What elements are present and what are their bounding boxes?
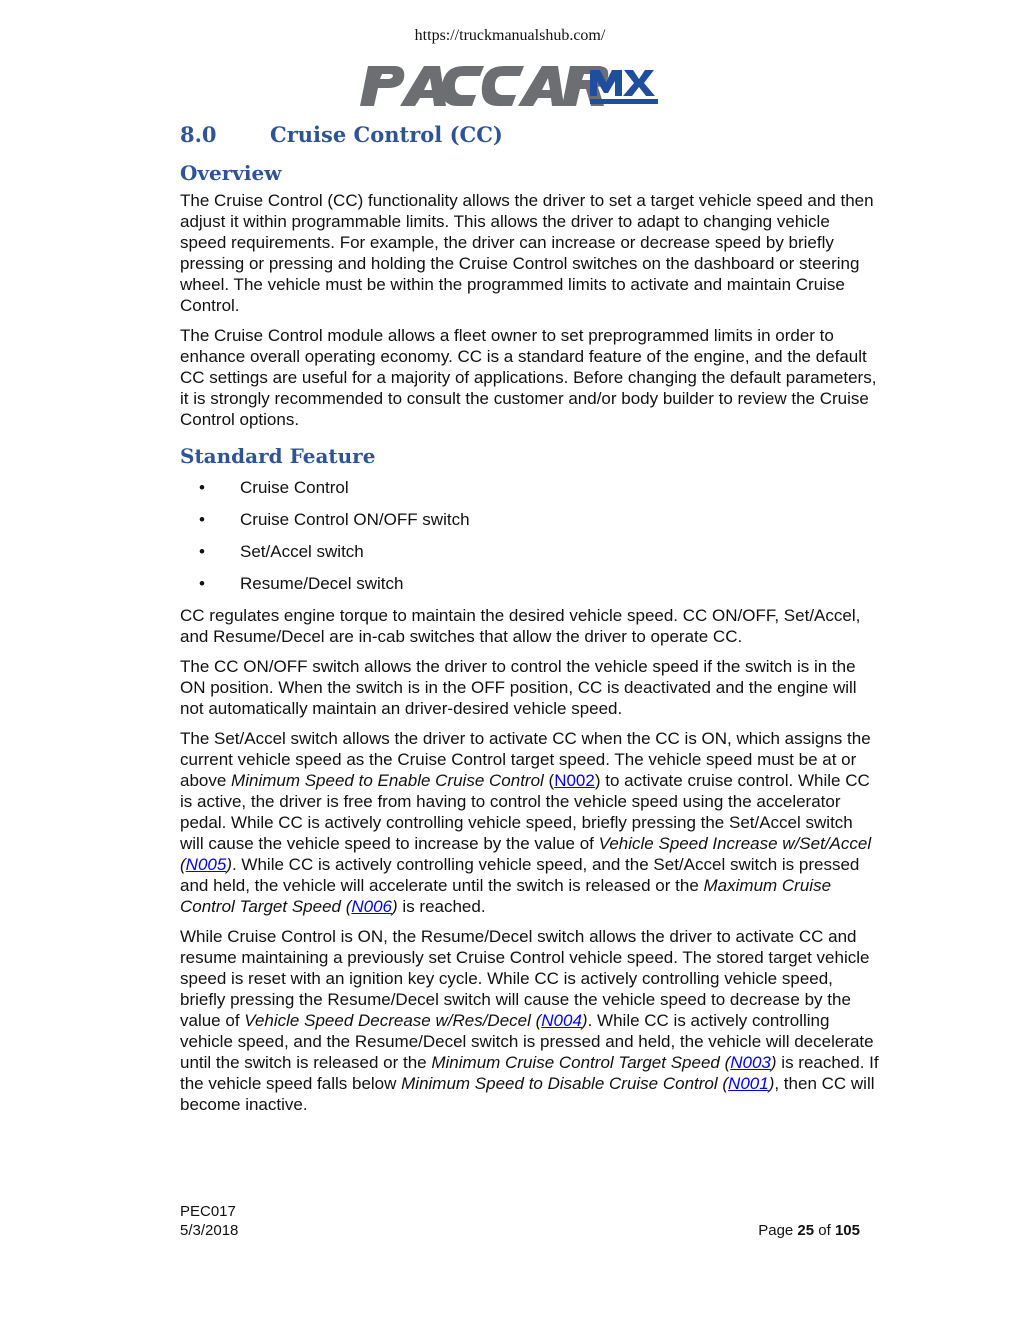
param-link-n002[interactable]: N002 (554, 771, 595, 790)
logo-letter-x (623, 70, 655, 96)
text-run: is reached. (397, 897, 486, 916)
resume-decel-paragraph (180, 926, 880, 1115)
param-name: Minimum Speed to Disable Cruise Control ( (401, 1074, 729, 1093)
text-run: . While CC is actively controlling vehicle speed, and the Set/Accel switch is pressed and held, the vehicle will accelerate until the switch is released or the (180, 855, 860, 895)
text-run: , then CC will become inactive. (180, 1074, 875, 1114)
cc-onoff-paragraph: The CC ON/OFF switch allows the driver to control the vehicle speed if the switch is in the ON position. When the switch is in the OFF position, CC is deactivated and the engine will not automatically maintain an driver-desired vehicle speed. (180, 657, 857, 718)
param-name: ) (392, 897, 398, 916)
param-name: ) (226, 855, 232, 874)
logo-letter-c1 (442, 66, 484, 106)
list-item: • Cruise Control (180, 477, 880, 498)
text-run: . While CC is actively controlling vehicle speed, and the Resume/Decel switch is pressed and held, the vehicle will decelerate until the switch is released or the (180, 1011, 874, 1072)
param-link-n005[interactable]: N005 (185, 855, 227, 874)
param-name: ) (768, 1074, 775, 1093)
page-number (758, 1221, 860, 1240)
feature-list (180, 477, 880, 594)
param-name: ) (770, 1053, 777, 1072)
logo-letter-c2 (482, 66, 524, 106)
param-name: ) (581, 1011, 588, 1030)
param-link-n006[interactable]: N006 (351, 897, 393, 916)
paccar-mx-logo (358, 62, 662, 108)
logo-letter-a2 (518, 66, 564, 106)
cc-regulates-paragraph: CC regulates engine torque to maintain the desired vehicle speed. CC ON/OFF, Set/Accel, and Resume/Decel are in-cab switches that allow the driver to operate CC. (180, 606, 861, 646)
page-of: of (814, 1222, 835, 1239)
page-footer (180, 1202, 860, 1240)
text-run: ) to activate cruise control. While CC is active, the driver is free from having to control the vehicle speed using the accelerator pedal. While CC is actively controlling vehicle speed, briefly pressing the Set/Accel switch will cause the vehicle speed to increase by the value of (180, 771, 870, 853)
page-prefix: Page (758, 1222, 798, 1239)
page-total: 105 (834, 1222, 860, 1239)
logo-underline (590, 99, 658, 104)
text-run: While Cruise Control is ON, the Resume/Decel switch allows the driver to activate CC and resume maintaining a previously set Cruise Control vehicle speed. The stored target vehicle speed is reset with an ignition key cycle. While CC is actively controlling vehicle speed, briefly pressing the Resume/Decel switch will cause the vehicle speed to decrease by the value of (180, 927, 870, 1030)
param-name: Vehicle Speed Increase w/Set/Accel ( (180, 834, 872, 874)
list-item: • Set/Accel switch (180, 541, 880, 562)
param-link-n001[interactable]: N001 (728, 1074, 769, 1093)
section-title: Cruise Control (CC) (270, 122, 503, 147)
text-run: is reached. If the vehicle speed falls below (180, 1053, 879, 1093)
param-name: Vehicle Speed Decrease w/Res/Decel ( (244, 1011, 542, 1030)
standard-feature-heading: Standard Feature (180, 444, 376, 468)
param-name: Minimum Speed to Enable Cruise Control (231, 771, 544, 790)
doc-date: 5/3/2018 (180, 1222, 239, 1239)
text-run: The Set/Accel switch allows the driver to activate CC when the CC is ON, which assigns the current vehicle speed as the Cruise Control target speed. The vehicle speed must be at or above (180, 729, 871, 790)
param-name: Maximum Cruise Control Target Speed ( (180, 876, 832, 916)
list-item: • Cruise Control ON/OFF switch (180, 509, 880, 530)
section-number: 8.0 (180, 122, 217, 147)
source-url: https://truckmanualshub.com/ (414, 27, 606, 44)
param-name: Minimum Cruise Control Target Speed ( (431, 1053, 731, 1072)
page-content (180, 118, 880, 1124)
text-run: ( (543, 771, 555, 790)
overview-paragraph-2: The Cruise Control module allows a fleet owner to set preprogrammed limits in order to enhance overall operating economy. CC is a standard feature of the engine, and the default CC settings are useful for a majority of applications. Before changing the default parameters, it is strongly recommended to consult the customer and/or body builder to review the Cruise Control options. (180, 326, 877, 429)
list-item: • Resume/Decel switch (180, 573, 880, 594)
logo-letter-a (400, 66, 446, 106)
doc-id: PEC017 (180, 1203, 236, 1220)
overview-heading: Overview (180, 161, 282, 185)
logo-letter-p (360, 66, 404, 106)
section-heading (180, 118, 880, 152)
overview-paragraph-1: The Cruise Control (CC) functionality allows the driver to set a target vehicle speed and then adjust it within programmable limits. This allows the driver to adapt to changing vehicle speed requirements. For example, the driver can increase or decrease speed by briefly pressing or pressing and holding the Cruise Control switches on the dashboard or steering wheel. The vehicle must be within the programmed limits to activate and maintain Cruise Control. (180, 191, 874, 315)
page-current: 25 (797, 1222, 815, 1239)
param-link-n004[interactable]: N004 (541, 1011, 582, 1030)
set-accel-paragraph (180, 728, 880, 917)
param-link-n003[interactable]: N003 (730, 1053, 771, 1072)
